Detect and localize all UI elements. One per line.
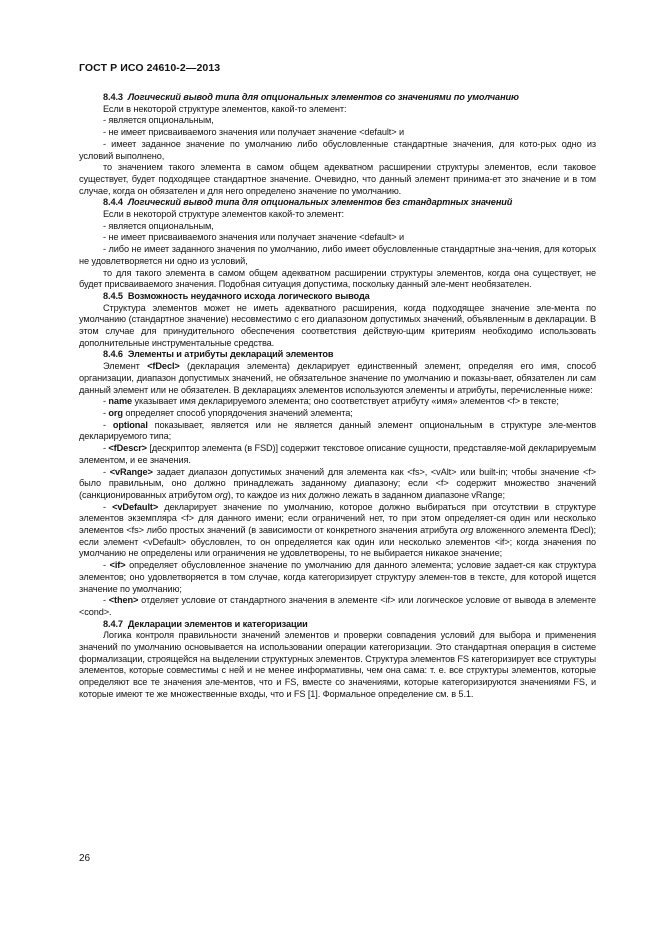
list-item xyxy=(79,467,596,502)
text: (декларация элемента) декларирует единственный элемент, определяя его имя, способ организации, диапазон допустимых значений, не обязательное значение по умолчанию и показы-вает, обязателен ли сам данный элемент или не обязателен. В декларациях элементов используются элементы и атрибуты, перечисленные ниже: xyxy=(79,361,596,395)
paragraph: Если в некоторой структуре элементов, какой-то элемент: xyxy=(103,103,347,114)
paragraph: Структура элементов может не иметь адекватного расширения, когда подходящее значение эле-мента по умолчанию (стандартное значение) несовместимо с его диапазоном допустимых значений, объявленным в декларации. В этом случае для принудительного обеспечения соответствия действую-щим критериям необходимо использовать дополнительные инструментальные средства. xyxy=(79,302,596,348)
term: org xyxy=(108,407,123,418)
section-title: Декларации элементов и категоризации xyxy=(127,618,308,629)
paragraph: то значением такого элемента в самом общем адекватном расширении структуры элементов, если таковое существует, будет подходящее стандартное значение. Очевидно, что данный элемент принима-ет это значение и в том случае, когда он обязателен и для него определено значение по умолчанию. xyxy=(79,162,596,196)
text: отделяет условие от стандартного значения в элементе <if> или логическое условие от вывода в элементе <cond>. xyxy=(79,595,596,617)
text: Элемент xyxy=(103,361,148,372)
text: задает диапазон допустимых значений для элемента как <fs>, <vAlt> или built-in; чтобы значение <f> было правильным, оно должно принадлежать заданному диапазону; если <f> содержит множество значений (санкционированных атрибутом xyxy=(79,466,596,500)
bullet: - xyxy=(103,419,113,430)
bullet: - xyxy=(103,595,109,606)
section-number: 8.4.3 xyxy=(103,92,123,102)
section-title: Логический вывод типа для опциональных элементов без стандартных значений xyxy=(127,197,513,208)
bullet: - xyxy=(103,407,109,418)
text: [дескриптор элемента (в FSD)] содержит текстовое описание сущности, представляе-мой декларируемым элементом, и ее значения. xyxy=(79,443,596,465)
section-heading-8-4-3 xyxy=(79,92,596,104)
paragraph: то для такого элемента в самом общем адекватном расширении структуры элементов, когда она существует, не будет присваиваемого значения. Подобная ситуация допустима, поскольку данный эле-мент необязателен. xyxy=(79,267,596,290)
list-item xyxy=(79,420,596,443)
term: <vRange> xyxy=(109,466,153,477)
paragraph: Логика контроля правильности значений элементов и проверки совпадения условий для выбора и применения значений по умолчанию основывается на использовании операции категоризации. Это стандартная операция в системе формализации, строящейся на выделении структурных элементов. Структура элементов FS категоризирует все структуры элементов, которые совместимы с ней и не менее информативны, чем она сама: т. е. все структуры элементов, которые определяют все те значения эле-ментов, что и FS, вместе со значениями, которые категоризируются значениями FS, и которые имеют те же множественные входы, что и FS [1]. Формальное определение см. в 5.1. xyxy=(79,630,596,699)
section-number: 8.4.4 xyxy=(103,197,123,208)
section-heading-8-4-5 xyxy=(79,291,596,303)
list-item xyxy=(79,408,596,420)
page-content xyxy=(79,92,596,701)
bullet: - xyxy=(103,501,113,512)
document-header: ГОСТ Р ИСО 24610-2—2013 xyxy=(79,62,221,74)
term: <vDefault> xyxy=(112,501,159,512)
list-item xyxy=(79,443,596,466)
text: показывает, является или не является данный элемент опциональным в структуре эле-ментов декларируемого типа; xyxy=(79,419,596,442)
section-title: Элементы и атрибуты деклараций элементов xyxy=(127,349,334,360)
section-number: 8.4.7 xyxy=(103,618,123,629)
bullet: - xyxy=(103,396,109,407)
term: <if> xyxy=(109,560,126,571)
page-number: 26 xyxy=(79,853,91,864)
section-number: 8.4.5 xyxy=(103,290,123,301)
list-item: - является опциональным, xyxy=(103,115,214,126)
list-item: - не имеет присваиваемого значения или получает значение <default> и xyxy=(103,232,404,243)
text: декларирует значение по умолчанию, которое должно выбираться при отсутствии в структуре элементов экземпляра <f> для данного имени; если ограничений нет, то при этом определяет-ся один или несколько элементов <fs> либо простых значений (в зависимости от конкретного значения атрибута xyxy=(79,501,596,536)
paragraph: Если в некоторой структуре элементов какой-то элемент: xyxy=(103,209,344,220)
section-heading-8-4-7 xyxy=(79,619,596,631)
list-item xyxy=(79,502,596,561)
list-item xyxy=(79,595,596,618)
section-title: Возможность неудачного исхода логического вывода xyxy=(127,290,370,301)
term-italic: org xyxy=(214,489,228,500)
bullet: - xyxy=(103,560,110,571)
term: name xyxy=(108,396,133,407)
term: <fDescr> xyxy=(108,443,147,454)
list-item xyxy=(79,396,596,408)
term: <fDecl> xyxy=(147,361,180,372)
section-number: 8.4.6 xyxy=(103,349,123,360)
list-item: - имеет заданное значение по умолчанию либо обусловленные стандартные значения, для кото-рых одно из условий выполнено, xyxy=(79,138,596,161)
term-italic: org xyxy=(460,525,474,536)
section-heading-8-4-4 xyxy=(79,197,596,209)
text: ), то каждое из них должно лежать в заданном диапазоне vRange; xyxy=(227,489,505,500)
list-item xyxy=(79,560,596,595)
text: вложенного элемента fDecl); если элемент <vDefault> обусловлен, то он определяется как один или несколько элементов <if>; когда значения по умолчанию не определены или ограничения не удовлетворены, то не выбирается никакое значение; xyxy=(79,525,597,559)
text: указывает имя декларируемого элемента; оно соответствует атрибуту «имя» элементов <f> в тексте; xyxy=(132,396,559,407)
list-item: - не имеет присваиваемого значения или получает значение <default> и xyxy=(103,127,404,138)
bullet: - xyxy=(103,466,110,477)
term: <then> xyxy=(108,595,139,606)
text: определяет обусловленное значение по умолчанию для данного элемента; условие задает-ся как структура элементов; оно удовлетворяется в том случае, когда категоризирует структуру элемен-тов в тексте, для которой ищется значение по умолчанию; xyxy=(79,560,596,594)
text: определяет способ упорядочения значений элемента; xyxy=(122,407,353,418)
paragraph xyxy=(79,361,596,396)
section-heading-8-4-6 xyxy=(79,349,596,361)
list-item: - является опциональным, xyxy=(103,220,214,231)
term: optional xyxy=(112,419,148,430)
bullet: - xyxy=(103,443,109,454)
section-title: Логический вывод типа для опциональных элементов со значениями по умолчанию xyxy=(127,92,519,102)
list-item: - либо не имеет заданного значения по умолчанию, либо имеет обусловленные стандартные зна-чения, для которых не удовлетворяется ни одно из условий, xyxy=(79,244,596,266)
